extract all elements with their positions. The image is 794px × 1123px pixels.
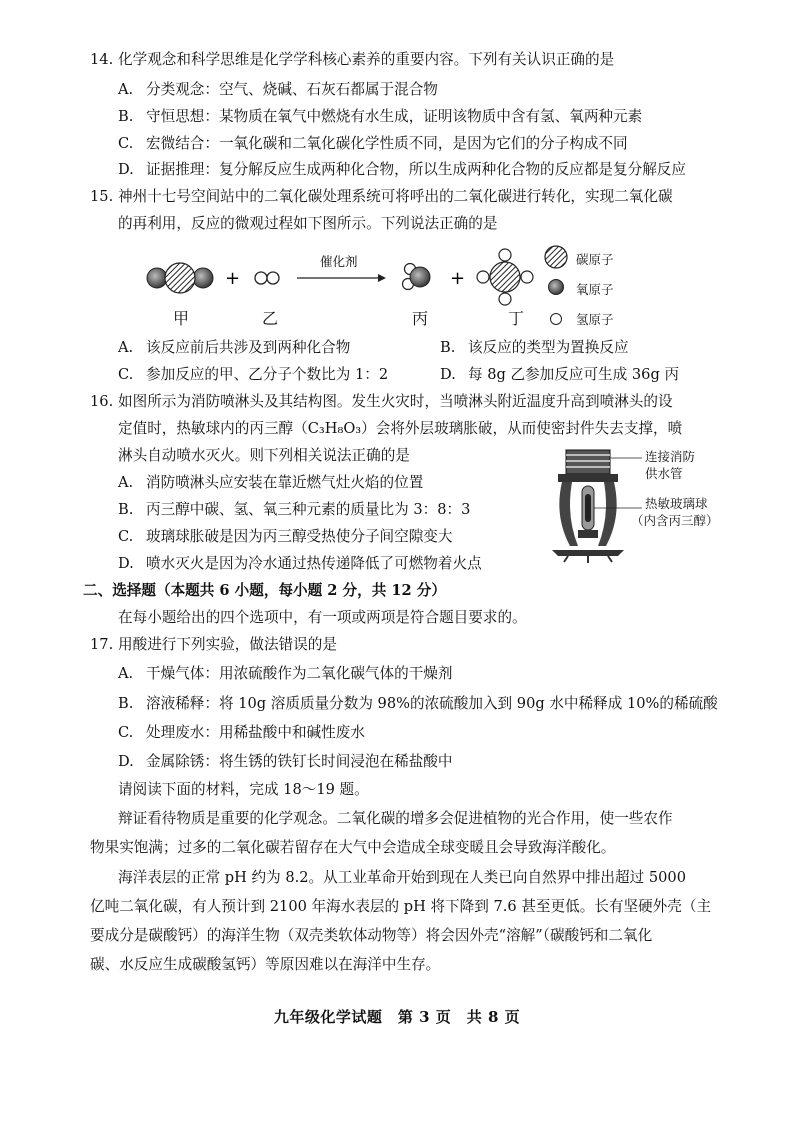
q14-number: 14. xyxy=(90,51,114,68)
material-p2-line4: 碳、水反应生成碳酸氢钙）等原因难以在海洋中生存。 xyxy=(90,956,441,973)
q17-number: 17. xyxy=(90,636,114,653)
q16-option-d: D. 喷水灭火是因为冷水通过热传递降低了可燃物着火点 xyxy=(118,555,482,572)
q16-number: 16. xyxy=(90,393,114,410)
q14-option-b: B. 守恒思想：某物质在氧气中燃烧有水生成，证明该物质中含有氢、氧两种元素 xyxy=(118,108,643,125)
figure-label-bulb-1: 热敏玻璃球 xyxy=(645,496,708,511)
label-bing: 丙 xyxy=(411,309,428,328)
q17-option-c: C. 处理废水：用稀盐酸中和碱性废水 xyxy=(118,724,365,741)
legend-hydrogen-circle xyxy=(550,313,562,325)
legend-hydrogen: 氢原子 xyxy=(576,312,614,327)
q16-stem-line3: 淋头自动喷水灭火。则下列相关说法正确的是 xyxy=(118,447,410,464)
material-p1-line2: 物果实饱满；过多的二氧化碳若留存在大气中会造成全球变暖且会导致海洋酸化。 xyxy=(90,839,616,856)
q15-option-b: B. 该反应的类型为置换反应 xyxy=(440,339,629,356)
legend-carbon: 碳原子 xyxy=(576,252,614,267)
label-yi: 乙 xyxy=(261,309,278,328)
q14-option-c: C. 宏微结合：一氧化碳和二氧化碳化学性质不同，是因为它们的分子构成不同 xyxy=(118,135,628,152)
legend-oxygen-symbol xyxy=(549,280,564,295)
section-2-instruction: 在每小题给出的四个选项中，有一项或两项是符合题目要求的。 xyxy=(118,609,527,626)
q17-stem: 17. 用酸进行下列实验，做法错误的是 xyxy=(90,636,337,653)
material-p2-line3: 要成分是碳酸钙）的海洋生物（双壳类软体动物等）将会因外壳“溶解”（碳酸钙和二氧化 xyxy=(90,927,653,944)
q15-number: 15. xyxy=(90,188,114,205)
figure-label-pipe-1: 连接消防 xyxy=(645,449,696,464)
molecule-yi xyxy=(255,272,279,284)
figure-label-pipe-2: 供水管 xyxy=(645,466,683,481)
molecule-bing xyxy=(403,264,431,290)
figure-label-bulb-2: （内含丙三醇） xyxy=(631,513,719,528)
material-p2-line2: 亿吨二氧化碳，有人预计到 2100 年海水表层的 pH 将下降到 7.6 甚至更低。长有坚硬外壳（主 xyxy=(90,898,712,915)
molecule-ding xyxy=(477,249,533,305)
page-footer: 九年级化学试题 第 3 页 共 8 页 xyxy=(273,1008,521,1026)
q15-option-d: D. 每 8g 乙参加反应可生成 36g 丙 xyxy=(440,366,680,383)
q14-option-a: A. 分类观念：空气、烧碱、石灰石都属于混合物 xyxy=(118,81,438,98)
reaction-arrow xyxy=(297,274,386,282)
material-p2-line1: 海洋表层的正常 pH 约为 8.2。从工业革命开始到现在人类已向自然界中排出超过 5000 xyxy=(118,869,686,886)
q17-option-d: D. 金属除锈：将生锈的铁钉长时间浸泡在稀盐酸中 xyxy=(118,753,453,770)
material-p1-line1: 辩证看待物质是重要的化学观念。二氧化碳的增多会促进植物的光合作用，使一些农作 xyxy=(118,810,673,827)
q16-option-c: C. 玻璃球胀破是因为丙三醇受热使分子间空隙变大 xyxy=(118,528,453,545)
q15-option-a: A. 该反应前后共涉及到两种化合物 xyxy=(118,339,351,356)
plus-sign-2: + xyxy=(450,268,466,289)
molecule-jia xyxy=(147,263,213,293)
q15-stem-line1: 15. 神州十七号空间站中的二氧化碳处理系统可将呼出的二氧化碳进行转化，实现二氧化碳 xyxy=(90,188,673,205)
q17-option-b: B. 溶液稀释：将 10g 溶质质量分数为 98%的浓硫酸加入到 90g 水中稀释成 10%的稀硫酸 xyxy=(118,695,718,712)
catalyst-label: 催化剂 xyxy=(320,254,358,269)
label-ding: 丁 xyxy=(507,309,524,328)
section-2-title: 二、选择题（本题共 6 小题，每小题 2 分，共 12 分） xyxy=(83,582,446,599)
legend-oxygen: 氧原子 xyxy=(576,282,614,297)
q16-stem-line1: 16. 如图所示为消防喷淋头及其结构图。发生火灾时，当喷淋头附近温度升高到喷淋头的设 xyxy=(90,393,673,410)
sprinkler-figure xyxy=(548,446,644,564)
q15-stem-line2: 的再利用，反应的微观过程如下图所示。下列说法正确的是 xyxy=(118,215,498,232)
legend-carbon-symbol xyxy=(545,246,567,268)
q15-option-c: C. 参加反应的甲、乙分子个数比为 1：2 xyxy=(118,366,389,383)
q17-option-a: A. 干燥气体：用浓硫酸作为二氧化碳气体的干燥剂 xyxy=(118,665,453,682)
q14-option-d: D. 证据推理：复分解反应生成两种化合物，所以生成两种化合物的反应都是复分解反应 xyxy=(118,161,686,178)
material-intro: 请阅读下面的材料，完成 18～19 题。 xyxy=(118,781,369,798)
q16-stem-line2: 定值时，热敏球内的丙三醇（C₃H₈O₃）会将外层玻璃胀破，从而使密封件失去支撑，喷 xyxy=(118,420,683,437)
plus-sign-1: + xyxy=(225,268,241,289)
q14-stem: 14. 化学观念和科学思维是化学学科核心素养的重要内容。下列有关认识正确的是 xyxy=(90,51,615,68)
label-jia: 甲 xyxy=(172,309,189,328)
q16-option-b: B. 丙三醇中碳、氢、氧三种元素的质量比为 3：8：3 xyxy=(118,501,471,518)
q16-option-a: A. 消防喷淋头应安装在靠近燃气灶火焰的位置 xyxy=(118,474,424,491)
